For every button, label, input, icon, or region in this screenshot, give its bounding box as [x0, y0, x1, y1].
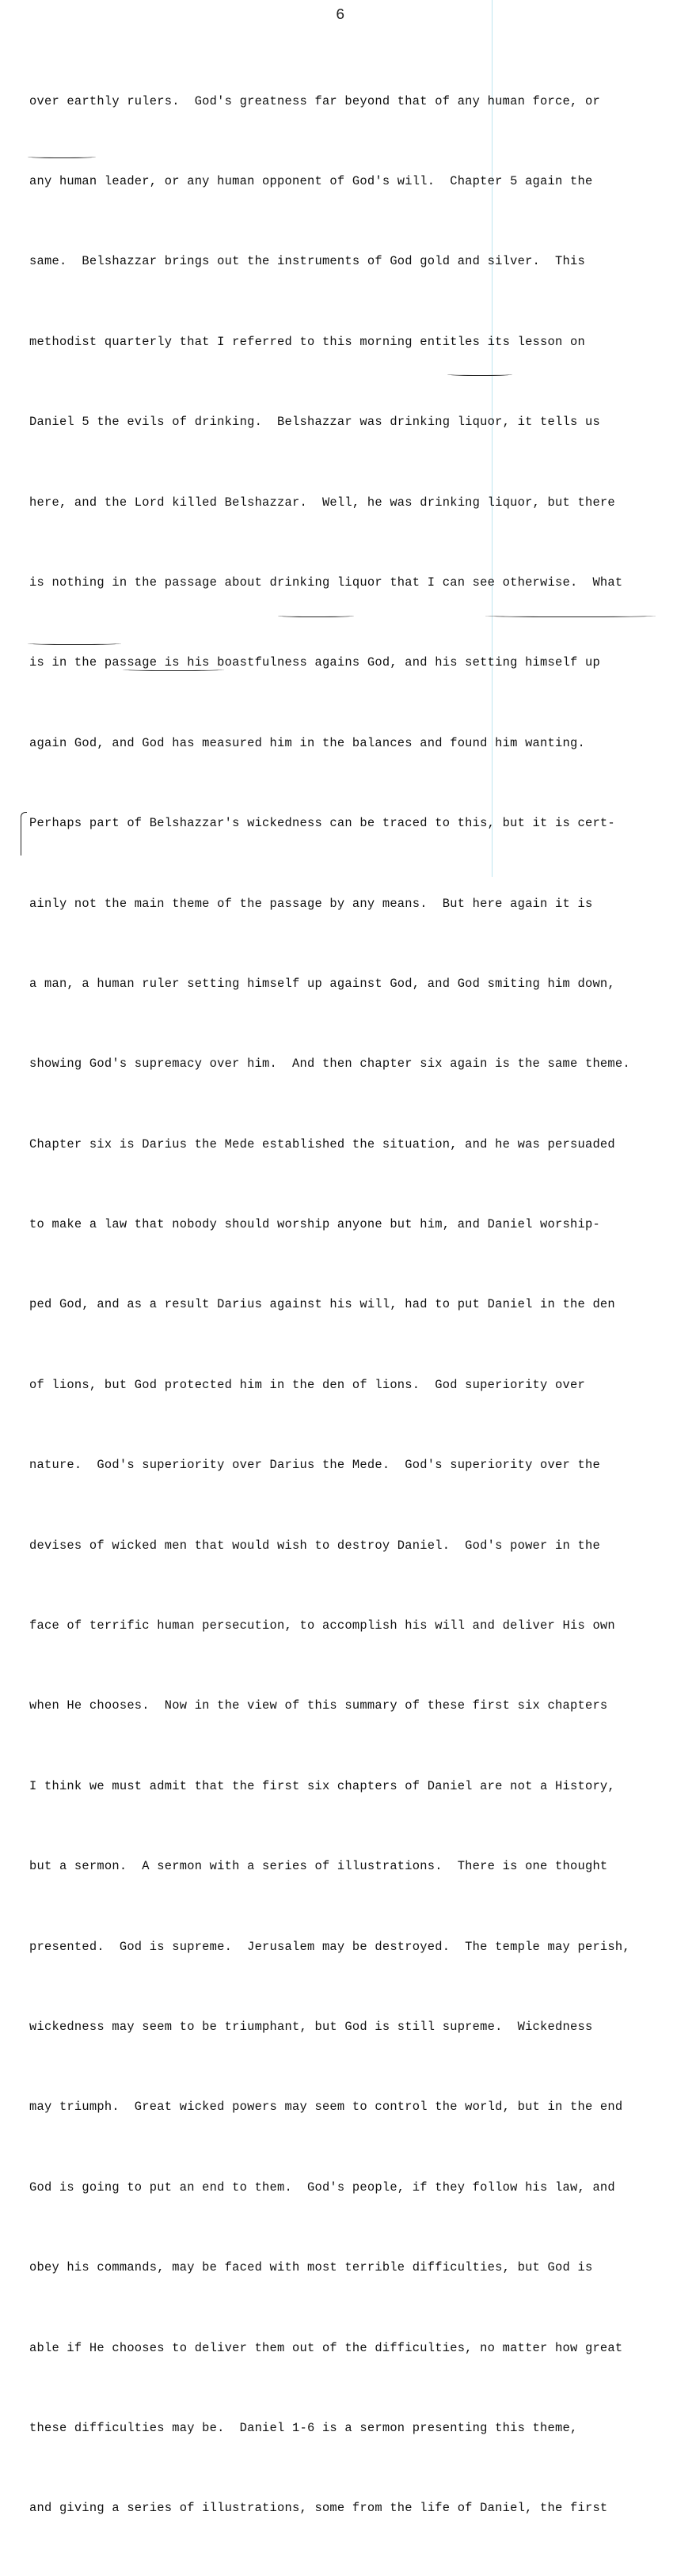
body-text: [29, 35, 630, 2576]
text-line-16: ped God, and as a result Darius against his will, had to put Daniel in the den: [29, 1297, 615, 1312]
page-number: 6: [336, 6, 345, 24]
pen-underline-but-a-sermon: [28, 641, 121, 645]
text-line-14: Chapter six is Darius the Mede established the situation, and he was persuaded: [29, 1136, 615, 1151]
margin-bracket-mark: [21, 812, 27, 856]
text-line-25: wickedness may seem to be triumphant, but God is still supreme. Wickedness: [29, 2019, 593, 2034]
text-line-10: Perhaps part of Belshazzar's wickedness can be traced to this, but it is cert-: [29, 816, 615, 831]
text-line-2: any human leader, or any human opponent of God's will. Chapter 5 again the: [29, 173, 593, 188]
text-line-28: obey his commands, may be faced with most terrible difficulties, but God is: [29, 2260, 593, 2275]
pen-underline-six-again: [447, 372, 512, 376]
text-line-1: over earthly rulers. God's greatness far beyond that of any human force, or: [29, 93, 600, 108]
text-line-22: I think we must admit that the first six chapters of Daniel are not a History,: [29, 1778, 615, 1793]
text-line-24: presented. God is supreme. Jerusalem may be destroyed. The temple may perish,: [29, 1939, 630, 1954]
text-line-23: but a sermon. A sermon with a series of illustrations. There is one thought: [29, 1859, 608, 1874]
text-line-13: showing God's supremacy over him. And then chapter six again is the same theme.: [29, 1057, 630, 1072]
pen-underline-daniel-5: [28, 154, 96, 158]
text-line-29: able if He chooses to deliver them out of the difficulties, no matter how great: [29, 2340, 623, 2355]
text-line-6: here, and the Lord killed Belshazzar. Well, he was drinking liquor, but there: [29, 495, 615, 510]
text-line-4: methodist quarterly that I referred to this morning entitles its lesson on: [29, 334, 585, 349]
text-line-8: is in the passage is his boastfulness agains God, and his setting himself up: [29, 655, 600, 670]
text-line-27: God is going to put an end to them. God's people, if they follow his law, and: [29, 2180, 615, 2195]
text-line-18: nature. God's superiority over Darius the Mede. God's superiority over the: [29, 1458, 600, 1473]
text-line-5: Daniel 5 the evils of drinking. Belshazzar was drinking liquor, it tells us: [29, 415, 600, 430]
text-line-9: again God, and God has measured him in the balances and found him wanting.: [29, 735, 585, 750]
text-line-19: devises of wicked men that would wish to destroy Daniel. God's power in the: [29, 1538, 600, 1553]
text-line-3: same. Belshazzar brings out the instruments of God gold and silver. This: [29, 254, 585, 269]
text-line-11: ainly not the main theme of the passage by any means. But here again it is: [29, 896, 593, 911]
text-line-7: is nothing in the passage about drinking liquor that I can see otherwise. What: [29, 575, 623, 590]
text-line-17: of lions, but God protected him in the den of lions. God superiority over: [29, 1377, 585, 1392]
text-line-21: when He chooses. Now in the view of this summary of these first six chapters: [29, 1698, 608, 1713]
text-line-30: these difficulties may be. Daniel 1-6 is a sermon presenting this theme,: [29, 2420, 578, 2435]
text-line-12: a man, a human ruler setting himself up against God, and God smiting him down,: [29, 976, 615, 991]
text-line-31: and giving a series of illustrations, some from the life of Daniel, the first: [29, 2501, 608, 2516]
text-line-15: to make a law that nobody should worship anyone but him, and Daniel worship-: [29, 1217, 600, 1232]
pen-underline-are-not-a-history: [485, 613, 656, 617]
pen-underline-god-is-supreme: [123, 667, 224, 671]
text-line-20: face of terrific human persecution, to accomplish his will and deliver His own: [29, 1618, 615, 1633]
text-line-26: may triumph. Great wicked powers may seem to control the world, but in the end: [29, 2100, 623, 2115]
pen-underline-first-six: [278, 613, 354, 617]
